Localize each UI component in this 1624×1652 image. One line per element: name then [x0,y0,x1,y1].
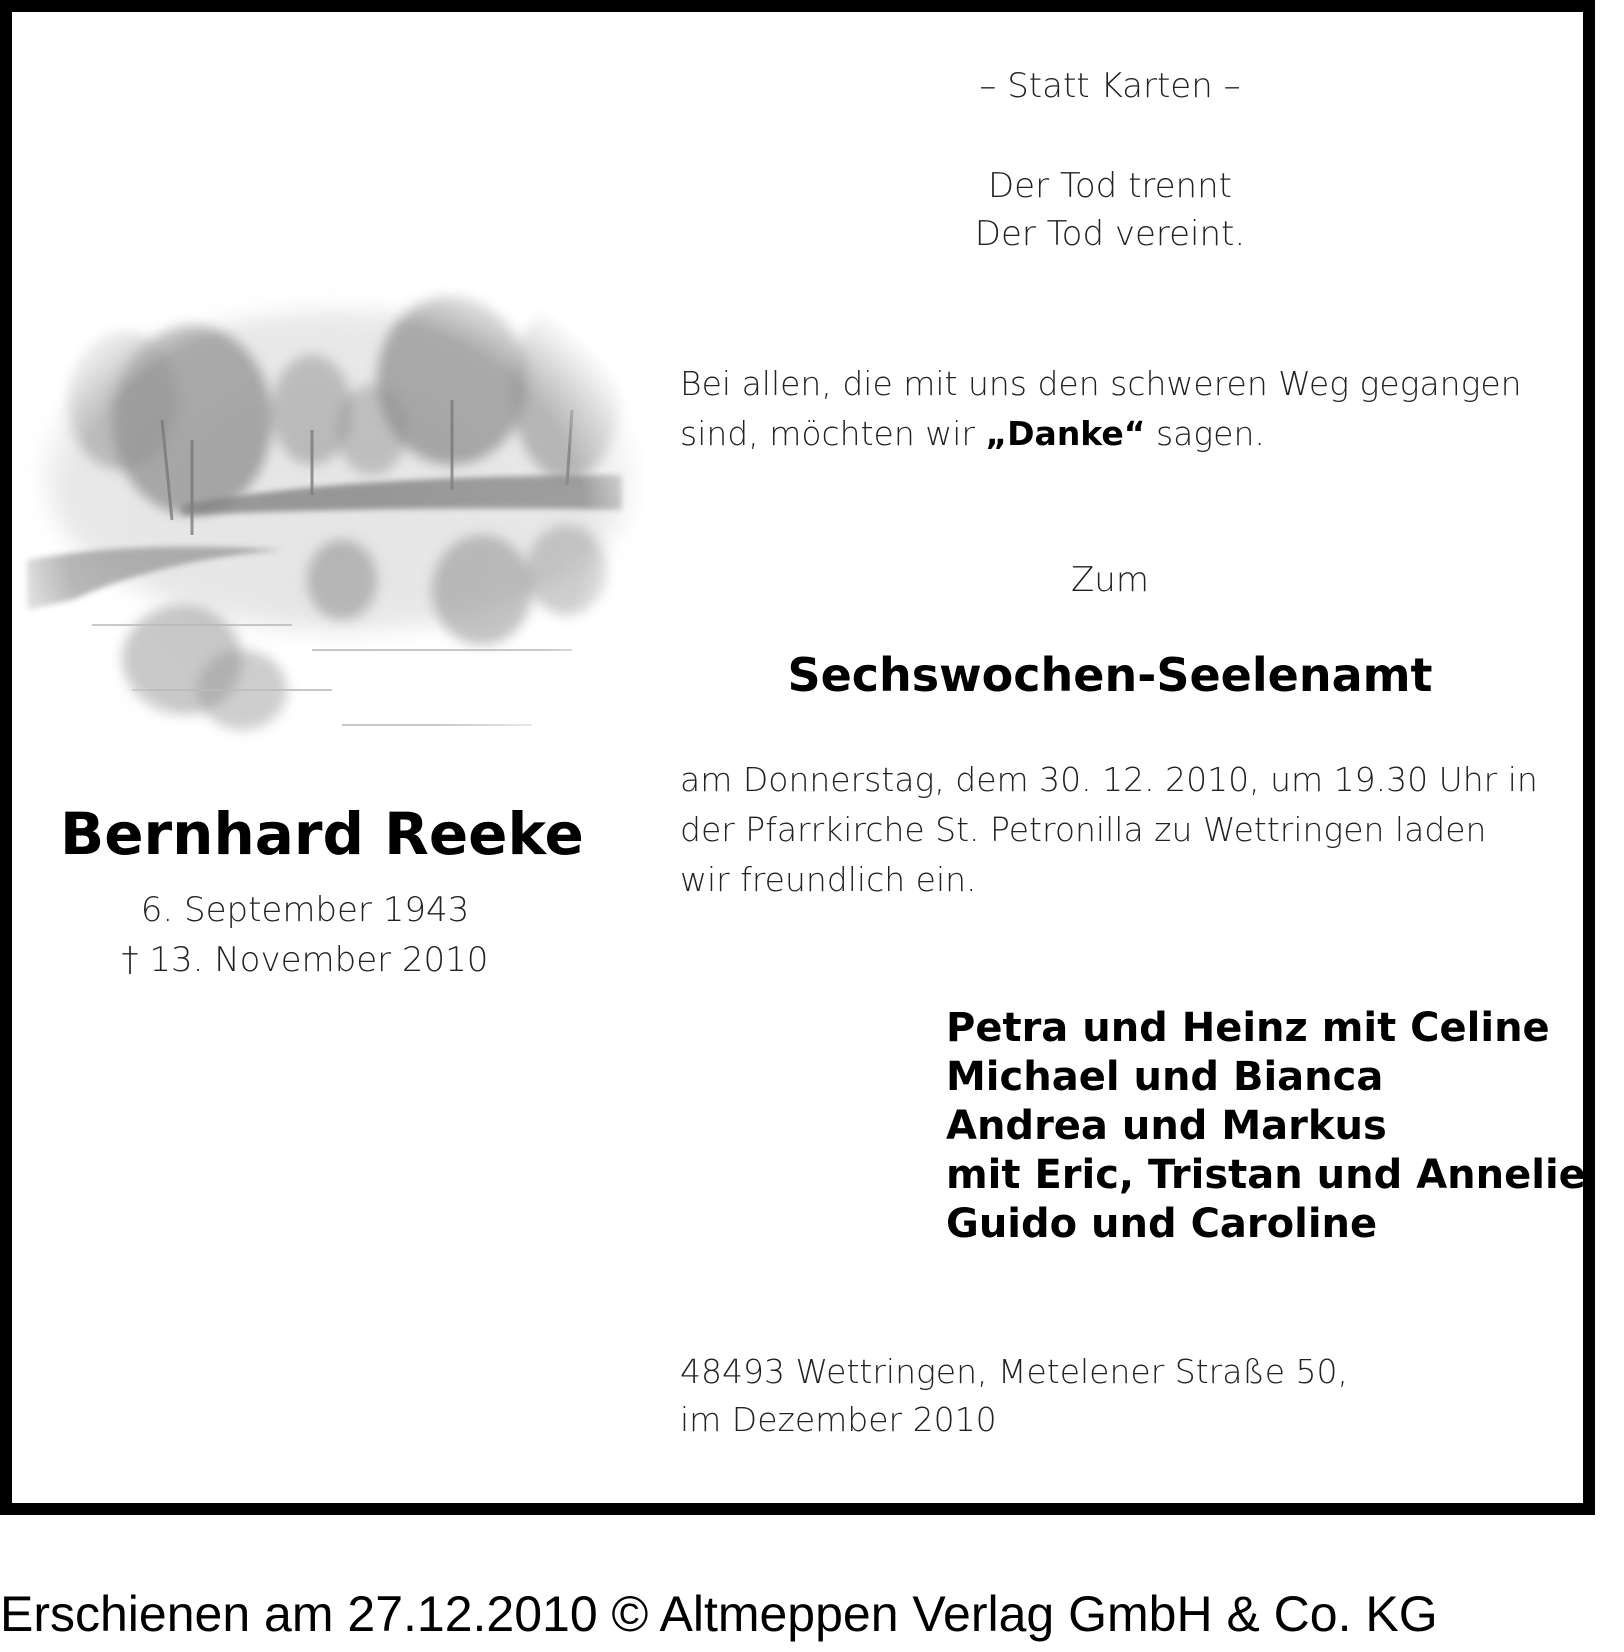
family-member: Andrea und Markus [946,1103,1387,1149]
danke-emphasis: „Danke“ [985,414,1146,453]
zum-label: Zum [1071,560,1149,600]
publication-footer: Erschienen am 27.12.2010 © Altmeppen Verlag GmbH & Co. KG [0,1586,1438,1642]
thanks-line: Bei allen, die mit uns den schweren Weg gegangen [680,364,1522,403]
invitation-line: wir freundlich ein. [680,860,977,899]
birth-date: 6. September 1943 [140,890,470,930]
death-date: † 13. November 2010 [121,940,489,980]
family-member: mit Eric, Tristan und Annelie [946,1152,1586,1198]
thanks-line [680,414,1265,453]
invitation-line: am Donnerstag, dem 30. 12. 2010, um 19.30 Uhr in [680,760,1538,799]
quote-line: Der Tod trennt [988,166,1232,206]
family-member: Guido und Caroline [946,1201,1378,1247]
address-line: im Dezember 2010 [680,1400,997,1439]
deceased-name: Bernhard Reeke [60,800,584,868]
mass-title: Sechswochen-Seelenamt [787,648,1433,702]
thanks-suffix: sagen. [1145,414,1265,453]
landscape-drawing [12,270,642,790]
family-member: Michael und Bianca [946,1054,1384,1100]
invitation-line: der Pfarrkirche St. Petronilla zu Wettringen laden [680,810,1487,849]
family-member: Petra und Heinz mit Celine [946,1005,1550,1051]
thanks-prefix: sind, möchten wir [680,414,986,453]
quote-line: Der Tod vereint. [974,214,1246,254]
statt-karten: – Statt Karten – [979,66,1241,106]
address-line: 48493 Wettringen, Metelener Straße 50, [680,1352,1349,1391]
